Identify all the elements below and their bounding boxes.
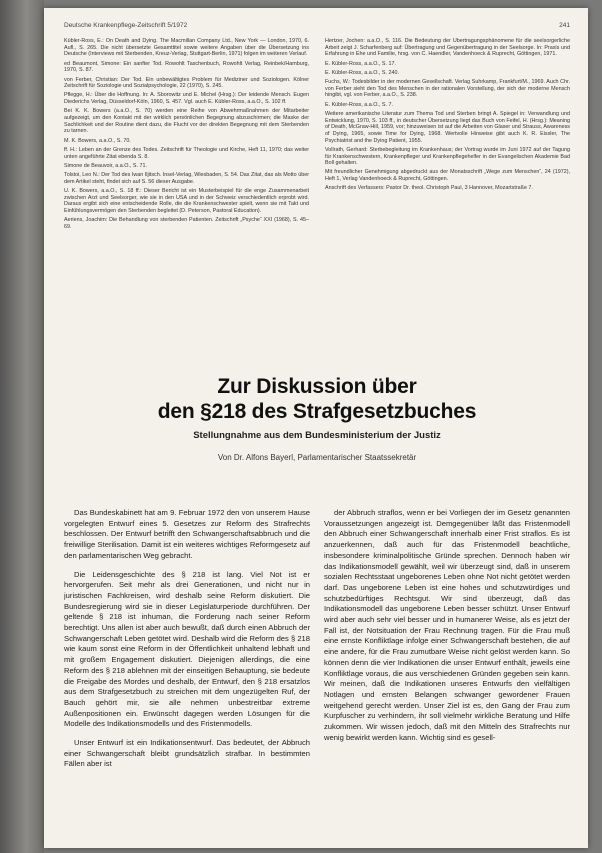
footnotes-left-column: [64, 38, 309, 350]
page-header: [64, 22, 570, 29]
book-spine-shadow: [0, 0, 44, 853]
article-subtitle: Stellungnahme aus dem Bundesministerium der Justiz: [193, 430, 441, 441]
footnote: Mit freundlicher Genehmigung abgedruckt aus der Monatsschrift „Wege zum Menschen“, 24 (1972), Heft 1, Verlag Vandenhoeck & Ruprecht, Göttingen.: [325, 169, 570, 183]
footnote: ff. H.: Leben an der Grenze des Todes. Zeitschrift für Theologie und Kirche, Heft 11, 1970; das weiter unten angeführte Zitat ebenda S. 8.: [64, 146, 309, 160]
body-paragraph: Die Leidensgeschichte des § 218 ist lang. Viel Not ist er hervorgerufen. Seit mehr als drei Generationen, und nicht nur in juristischen Fachkreisen, wird deshalb seine Reform diskutiert. Die Bundesregierung wird sie in dieser Legislaturperiode durchführen. Der geltende § 218 ist inhuman, die Forderung nach seiner Reform berechtigt. Uns allen ist aber auch bewußt, daß durch einen Abbruch der Schwangerschaft Leben getötet wird. Deshalb wird die Reform des § 218 wie kaum sonst eine Reform in der Öffentlichkeit unhaltend lebhaft und mit großem Engagement diskutiert. Diejenigen allerdings, die eine Reform des § 218 ablehnen mit der einseitigen Behauptung, sie bedeute die Freigabe des Mordes und deshalb, der Entwurf, den § 218 ersatzlos aus dem Strafgesetzbuch zu streichen mit dem ungezügelten Ruf, der Bauch gehört mir, sie alle nehmen unbestreitbar extreme Außenpositionen ein. Erwünscht dagegen werden Lösungen für die Modelle des Indikationsmodells und des Fristenmodells.: [64, 569, 310, 729]
footnotes-right-column: [325, 38, 570, 350]
footnotes-section: [64, 38, 570, 350]
body-paragraph: Das Bundeskabinett hat am 9. Februar 1972 den von unserem Hause vorgelegten Entwurf eines 5. Gesetzes zur Reform des Strafrechts beschlossen. Der Entwurf betrifft den Schwangerschaftsabbruch und die freiwillige Sterilisation. Damit ist ein weiteres wichtiges Reformgesetz auf den parlamentarischen Weg gebracht.: [64, 508, 310, 560]
footnote: E. Kübler-Ross, a.a.O., S. 240.: [325, 69, 400, 76]
footnote: ed Beaumont, Simone: Ein sanfter Tod. Rowohlt Taschenbuch, Rowohlt Verlag, Reinbek/Hamburg, 1970, S. 87.: [64, 60, 309, 74]
page-number: 241: [559, 22, 570, 29]
body-paragraph: der Abbruch straflos, wenn er bei Vorliegen der im Gesetz genannten Voraussetzungen angezeigt ist. Demgegenüber läßt das Fristenmodell den Abbruch einer Schwangerschaft innerhalb einer Frist straflos. Es ist anzuerkennen, daß auch für das Fristenmodell beachtliche, insbesondere kriminalpolitische Gründe sprechen. Dennoch haben wir das Indikationsmodell gewählt, weil wir überzeugt sind, daß in unserem sozialen Rechtsstaat ungeborenes Leben ohne Not nicht getötet werden darf. Das ungeborene Leben ist eine hohes und schutzwürdiges und schutzbedürftiges Rechtsgut. Wir sind überzeugt, daß das Indikationsmodell das ungeborene Leben besser schützt. Unser Entwurf wird aber auch sehr viel besser und in humanerer Weise, als es jetzt der Fall ist, der Notsituation der Frau Rechnung tragen. Für die Frau muß eine ernste Konfliktlage infolge einer Schwangerschaft bestehen, die auf eine andere, für die Frau zumutbare Weise nicht gelöst werden kann. So können denn die vier Indikationen die unser Entwurf enthält, jeweils eine Konfliktlage voraus, die aus verschiedenen Gründen gegeben sein kann. Wir meinen, daß die Indikationen unseres Entwurfs den vielfältigen Notlagen und ernsten Belangen schwanger gewordener Frauen weitgehend gerecht werden. Unser Ziel ist es, den Gang der Frau zum Kurpfuscher zu verhindern, ihr soll vielmehr wirkliche Beratung und Hilfe zukommen. Wir wissen jedoch, daß mit den Mitteln des Strafrechts nur wenig bewirkt werden kann. Wichtig sind es gesell-: [324, 508, 570, 742]
article-author: Von Dr. Alfons Bayerl, Parlamentarischer Staatssekretär: [217, 453, 417, 462]
footnote: Tolstoi, Leo N.: Der Tod des Iwan Iljitsch. Insel-Verlag, Wiesbaden, S. 54. Das Zitat, das als Motto über dem Artikel steht, findet sich auf S. 56 dieser Ausgabe.: [64, 171, 309, 185]
document-page: [44, 8, 588, 848]
article-body: [64, 508, 570, 838]
footnote: Vollrath, Gerhard: Sterbebegleitung im Krankenhaus; der Vortrag wurde im Juni 1972 auf der Tagung für Krankenschwestern, Krankenpfleger und Krankenpflegehelfer in der Evangelischen Akademie Bad Boll gehalten.: [325, 146, 570, 167]
body-paragraph: Unser Entwurf ist ein Indikationsentwurf. Das bedeutet, der Abbruch einer Schwangerschaft bleibt grundsätzlich strafbar. In bestimmten Fällen aber ist: [64, 738, 310, 769]
footnote: Weitere amerikanische Literatur zum Thema Tod und Sterben bringt A. Spiegel in: Verwandlung und Entwicklung, 1970, S. 103 ff., in deutscher Übersetzung liegt das Buch von Feifel, H. (Hrsg.): Meaning of Death, McGraw-Hill, 1959, vor; hinzuweisen ist auf die Arbeiten von Glaser und Strauss, Awareness of Dying, 1965, sowie Time for Dying, 1968. Wertvolle Hinweise gibt auch K. R. Eissler, The Psychiatrist and the Dying Patient, 1955.: [325, 110, 570, 144]
footnote: Hertzer, Jochen: a.a.O., S. 116. Die Bedeutung der Übertragungsphänomene für die seelsorgerliche Arbeit zeigt J. Scharfenberg auf: Übertragung und Gegenübertragung in der Seelsorge. In: Praxis und Erfahrung in Ehe und Familie, hrsg. von C. Haendler, Vandenhoeck & Ruprecht, Göttingen, 1971.: [325, 38, 570, 58]
footnote: U. K. Bowers, a.a.O., S. 18 ff.: Dieser Bericht ist ein Musterbeispiel für die enge Zusammenarbeit zwischen Arzt und Seelsorger, wie sie in den USA und in der Schweiz verschiedentlich erprobt wird. Daraus ergibt sich eine entscheidende Rolle, die die Krankenschwester spielt, wenn sie mit Takt und Einfühlungsvermögen den Sterbenden begleitet (D. Peterson, Pastoral Education).: [64, 187, 309, 214]
footnote: Aeriens, Joachim: Die Behandlung von sterbenden Patienten. Zeitschrift „Psyche“ XXI (1968), S. 45–69.: [64, 217, 309, 230]
footnote: Bei K. K. Bowers (a.a.O., S. 70) werden eine Reihe von Abwehrmaßnahmen der Mitarbeiter aufgezeigt, um den Kontakt mit der wirklich persönlichen Begegnung abzuschirmen; die Maske der Sachlichkeit und der Routine dient dazu, die Flucht vor der direkten Begegnung mit dem Sterbenden zu tarnen.: [64, 108, 309, 135]
article-heading: [64, 374, 570, 462]
footnote: Fuchs, W.: Todesbilder in der modernen Gesellschaft. Verlag Suhrkamp, Frankfurt/M., 1969. Auch Chr. von Ferber sieht den Tod des Menschen in der rationalen Vorstellung, der sich der moderne Mensch hingibt, vgl. von Ferber, a.a.O., S. 238.: [325, 79, 570, 99]
footnote: Simone de Beauvoir, a.a.O., S. 71.: [64, 162, 148, 169]
journal-name: Deutsche Krankenpflege-Zeitschrift 5/1972: [64, 22, 188, 29]
article-title-line-2: den §218 des Strafgesetzbuches: [157, 400, 477, 423]
footnote: M. K. Bowers, a.a.O., S. 70.: [64, 137, 131, 144]
footnote: von Ferber, Christian: Der Tod. Ein unbewältigtes Problem für Mediziner und Soziologen. Kölner Zeitschrift für Soziologie und Sozialpsychologie, 22 (1970), S. 245.: [64, 76, 309, 90]
footnote: Anschrift des Verfassers: Pastor Dr. theol. Christoph Paul, 3 Hannover, Mozartstraße 7.: [325, 185, 533, 192]
footnote: Kübler-Ross, E.: On Death and Dying. The Macmillan Company Ltd., New York — London, 1970, 6. Aufl., S. 265. Die nicht übersetzte Gesamttitel sowie weitere Angaben über die Übersetzung ins Deutsche (Interviews mit Sterbenden, Kreuz-Verlag, Stuttgart-Berlin, 1971) folgen im weiteren Verlauf.: [64, 38, 309, 58]
footnote: Pflegge, H.: Über die Hoffnung. In: A. Sborowitz und E. Michel (Hrsg.): Der leidende Mensch. Eugen Diederichs Verlag, Düsseldorf-Köln, 1960, S. 457. Vgl. auch E. Kübler-Ross, a.a.O., S. 102 ff.: [64, 92, 309, 106]
article-body-right-column: [324, 508, 570, 838]
footnote: E. Kübler-Ross, a.a.O., S. 17.: [325, 60, 397, 67]
footnote: E. Kübler-Ross, a.a.O., S. 7.: [325, 101, 394, 108]
article-body-left-column: [64, 508, 310, 838]
article-title-line-1: Zur Diskussion über: [217, 375, 417, 398]
